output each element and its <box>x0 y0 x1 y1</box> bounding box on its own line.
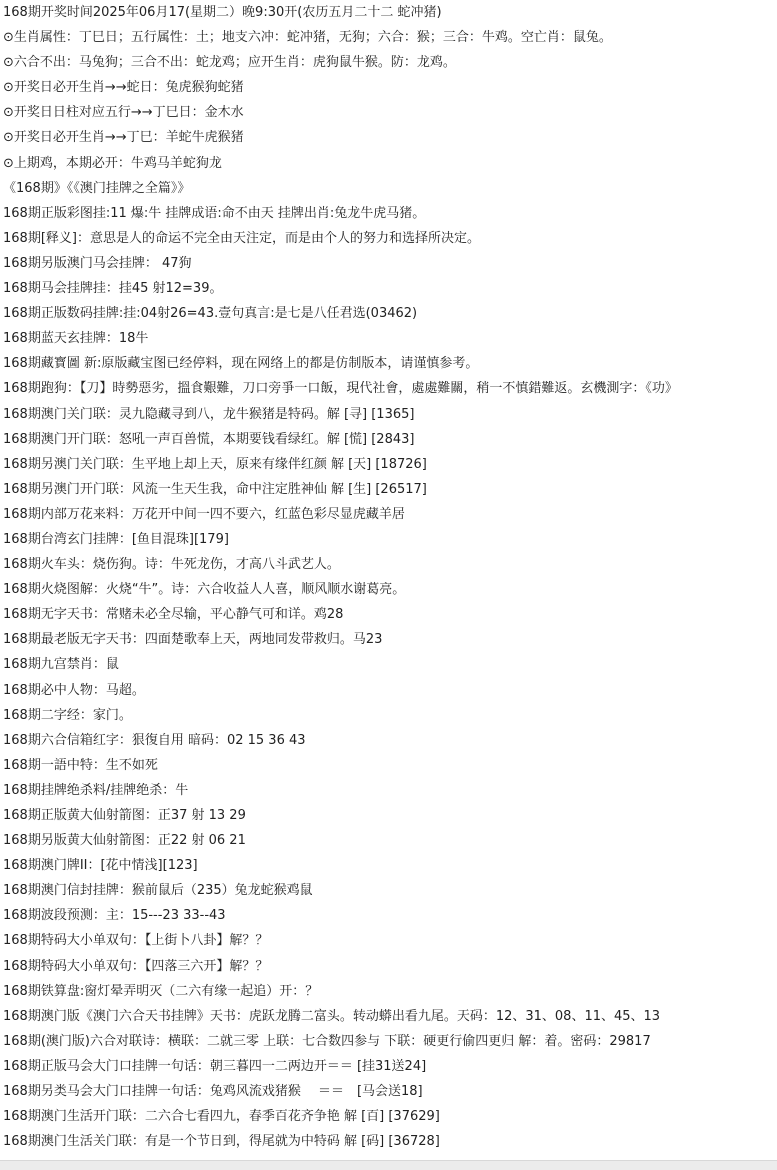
list-item: 168期澳门生活开门联：二六合七看四九，春季百花齐争艳 解 [百] [37629] <box>3 1109 440 1125</box>
section-title: 《168期》《《澳门挂牌之全篇》》 <box>3 180 191 196</box>
list-item: 168期澳门开门联：怒吼一声百兽慌，本期要钱看绿红。解 [慌] [2843] <box>3 431 415 447</box>
list-item: 168期另澳门关门联：生平地上却上天，原来有缘伴红颜 解 [天] [18726] <box>3 456 427 472</box>
list-item: 168期另澳门开门联：风流一生天生我，命中注定胜神仙 解 [生] [26517] <box>3 481 427 497</box>
draw-header-line: 168期开奖时间2025年06月17(星期二）晚9:30开(农历五月二十二 蛇冲猪) <box>3 5 442 20</box>
list-item: 168期藏寳圖 新:原版藏宝图已经停料，现在网络上的都是仿制版本，请谨慎参考。 <box>3 356 479 372</box>
list-item: 168期必中人物：马超。 <box>3 682 145 698</box>
list-item: 168期一語中特：生不如死 <box>3 757 158 773</box>
list-item: 168期内部万花来料：万花开中间一四不要六，红蓝色彩尽显虎藏羊居 <box>3 506 405 522</box>
day-pillar-element-line: ⊙开奖日日柱对应五行→→丁巳日：金木水 <box>3 105 244 121</box>
list-item: 168期马会挂牌挂：挂45 射12=39。 <box>3 281 223 297</box>
draw-day-zodiac-line: ⊙开奖日必开生肖→→蛇日：兔虎猴狗蛇猪 <box>3 80 244 96</box>
list-item: 168期澳门生活关门联：有是一个节日到，得尾就为中特码 解 [码] [36728] <box>3 1134 440 1150</box>
list-item: 168期正版彩图挂:11 爆:牛 挂牌成语:命不由天 挂牌出肖:兔龙牛虎马猪。 <box>3 205 426 221</box>
list-item: 168期(澳门版)六合对联诗：横联：二就三零 上联：七合数四参与 下联：硬更行偷四更归 解：着。密码：29817 <box>3 1033 651 1049</box>
list-item: 168期无字天书：常赌未必全尽输，平心静气可和详。鸡28 <box>3 607 344 623</box>
list-item: 168期特码大小单双句：【四落三六开】解？？ <box>3 958 269 974</box>
list-item: 168期九宫禁肖：鼠 <box>3 657 119 673</box>
list-item: 168期[释义]：意思是人的命运不完全由天注定，而是由个人的努力和选择所决定。 <box>3 230 480 246</box>
list-item: 168期火烧图解：火烧“牛”。诗：六合收益人人喜，顺风顺水谢葛亮。 <box>3 582 406 598</box>
list-item: 168期澳门版《澳门六合天书挂牌》天书：虎跃龙腾二富头。转动蟒出看九尾。天码：12、31、08、11、45、13 <box>3 1008 661 1024</box>
list-item: 168期最老版无字天书：四面楚歌奉上天，两地同发带救归。马23 <box>3 632 383 648</box>
list-item: 168期特码大小单双句：【上街卜八卦】解？？ <box>3 933 269 949</box>
list-item: 168期跑狗：【刀】時勢惡劣，搵食艱難，刀口旁爭一口飯，現代社會，處處難關，稍一不慎錯難返。玄機測字：《功》 <box>3 381 678 397</box>
list-item: 168期澳门信封挂牌：猴前鼠后（235）兔龙蛇猴鸡鼠 <box>3 883 313 899</box>
list-item: 168期二字经：家门。 <box>3 707 132 723</box>
list-item: 168期另版澳门马会挂牌： 47狗 <box>3 255 192 271</box>
draw-day-zodiac-line-2: ⊙开奖日必开生肖→→丁巳：羊蛇牛虎猴猪 <box>3 130 244 146</box>
list-item: 168期另类马会大门口挂牌一句话：兔鸡风流戏猪猴 ＝＝ [马会送18] <box>3 1084 423 1100</box>
list-item: 168期波段预测：主：15---23 33--43 <box>3 908 226 924</box>
list-item: 168期蓝天玄挂牌：18牛 <box>3 331 149 347</box>
list-item: 168期另版黄大仙射箭图：正22 射 06 21 <box>3 833 246 849</box>
zodiac-attribute-line: ⊙生肖属性：丁巳日；五行属性：土；地支六冲：蛇冲猪，无狗；六合：猴；三合：牛鸡。空亡肖：鼠兔。 <box>3 30 612 46</box>
list-item: 168期正版数码挂牌:挂:04射26=43.壹句真言:是七是八任君选(03462) <box>3 306 418 322</box>
list-item: 168期六合信箱红字：狠復自用 暗码：02 15 36 43 <box>3 732 306 748</box>
list-item: 168期挂牌绝杀料/挂牌绝杀：牛 <box>3 782 189 798</box>
list-item: 168期澳门牌II：[花中情浅][123] <box>3 858 198 874</box>
list-item: 168期铁算盘:窗灯晕弄明灭（二六有缘一起追）开：？ <box>3 983 319 999</box>
list-item: 168期澳门关门联：灵九隐藏寻到八，龙牛猴猪是特码。解 [寻] [1365] <box>3 406 415 422</box>
list-item: 168期火车头：烧伤狗。诗：牛死龙伤，才高八斗武艺人。 <box>3 557 340 573</box>
combination-line: ⊙六合不出：马兔狗；三合不出：蛇龙鸡；应开生肖：虎狗鼠牛猴。防：龙鸡。 <box>3 55 456 71</box>
previous-issue-line: ⊙上期鸡，本期必开：牛鸡马羊蛇狗龙 <box>3 155 222 171</box>
list-item: 168期正版黄大仙射箭图：正37 射 13 29 <box>3 808 246 823</box>
list-item: 168期台湾玄门挂牌：[鱼目混珠][179] <box>3 531 229 547</box>
list-item: 168期正版马会大门口挂牌一句话：朝三暮四一二两边开＝＝ [挂31送24] <box>3 1058 427 1074</box>
